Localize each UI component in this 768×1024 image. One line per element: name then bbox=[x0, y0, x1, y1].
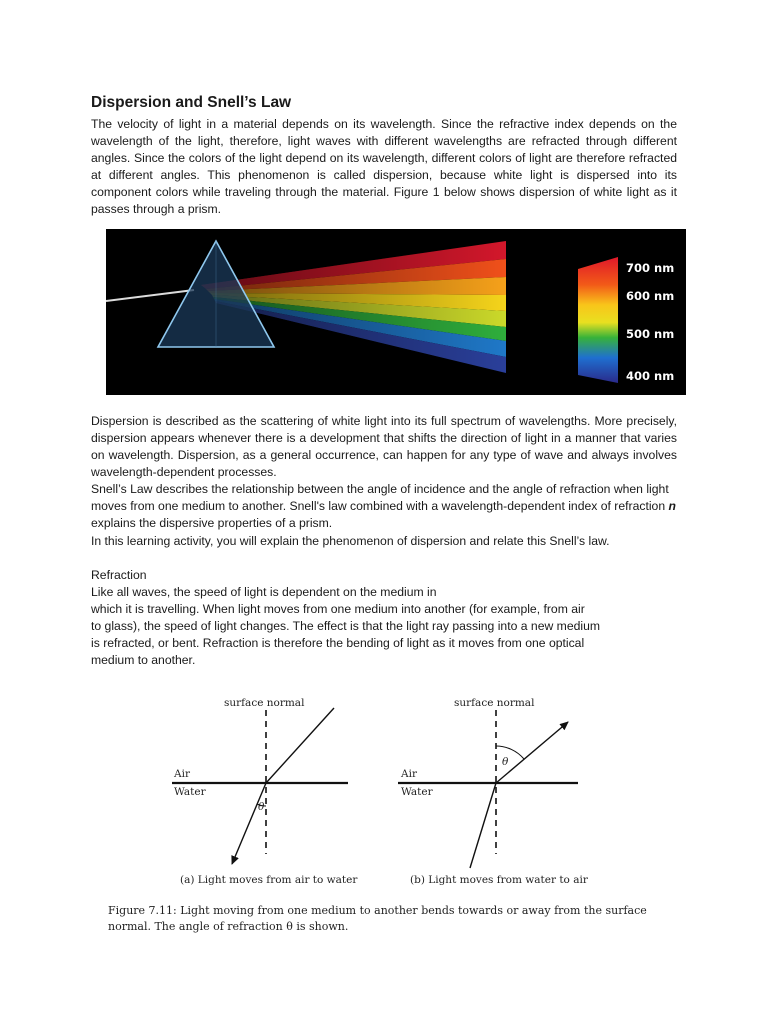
angle-label-b: θ bbox=[502, 756, 509, 768]
refractive-index-symbol: n bbox=[668, 499, 676, 513]
paragraph-refraction: Like all waves, the speed of light is dependent on the medium in which it is travelling. When light moves from one medium into another (for example, from air to glass), the speed of light changes. The effect is that the light ray passing into a new medium is refracted, or bent. Refraction is therefore the bending of light as it moves from one optical medium to another. bbox=[91, 585, 601, 667]
paragraph-learning-activity: In this learning activity, you will explain the phenomenon of dispersion and relate this Snell’s law. bbox=[91, 534, 610, 548]
wavelength-label-500: 500 nm bbox=[626, 327, 675, 341]
caption-b: (b) Light moves from water to air bbox=[410, 874, 588, 886]
refraction-figure bbox=[104, 688, 676, 934]
air-label-b: Air bbox=[401, 768, 417, 780]
water-label-b: Water bbox=[401, 786, 433, 798]
white-light-beam bbox=[106, 290, 194, 301]
surface-normal-label-b: surface normal bbox=[454, 697, 535, 709]
angle-label-a: θ bbox=[258, 801, 265, 813]
refraction-subheading: Refraction bbox=[91, 568, 147, 582]
wavelength-label-400: 400 nm bbox=[626, 369, 675, 383]
figure-caption: Figure 7.11: Light moving from one medium to another bends towards or away from the surface normal. The angle of refraction θ is shown. bbox=[108, 904, 647, 933]
water-label-a: Water bbox=[174, 786, 206, 798]
wavelength-label-600: 600 nm bbox=[626, 289, 675, 303]
section-heading: Dispersion and Snell’s Law bbox=[91, 94, 292, 111]
air-label-a: Air bbox=[174, 768, 190, 780]
paragraph-dispersion: Dispersion is described as the scattering of white light into its full spectrum of wavelengths. More precisely, dispersion appears whenever there is a development that shifts the direction of light in a manner that varies on wavelength. Dispersion, as a general occurrence, can happen for any type of wave and always involves wavelength-dependent processes. bbox=[91, 414, 677, 479]
prism-dispersion-figure bbox=[106, 229, 686, 395]
spectrum-scale-bar bbox=[578, 257, 618, 383]
paragraph-snells-law: Snell’s Law describes the relationship between the angle of incidence and the angle of refraction when light moves from one medium to another. Snell's law combined with a wavelength-dependent index of refraction n explains the dispersive properties of a prism. bbox=[91, 482, 676, 530]
wavelength-label-700: 700 nm bbox=[626, 261, 675, 275]
paragraph-velocity: The velocity of light in a material depends on its wavelength. Since the refractive index depends on the wavelength of the light, therefore, light waves with different wavelengths are refracted through different angles. Since the colors of the light depend on its wavelength, different colors of light are therefore refracted at different angles. This phenomenon is called dispersion, because white light is dispersed into its component colors while traveling through the material. Figure 1 below shows dispersion of white light as it passes through a prism. bbox=[91, 117, 677, 216]
caption-a: (a) Light moves from air to water bbox=[180, 874, 358, 886]
surface-normal-label-a: surface normal bbox=[224, 697, 305, 709]
prism-illustration bbox=[106, 229, 686, 395]
